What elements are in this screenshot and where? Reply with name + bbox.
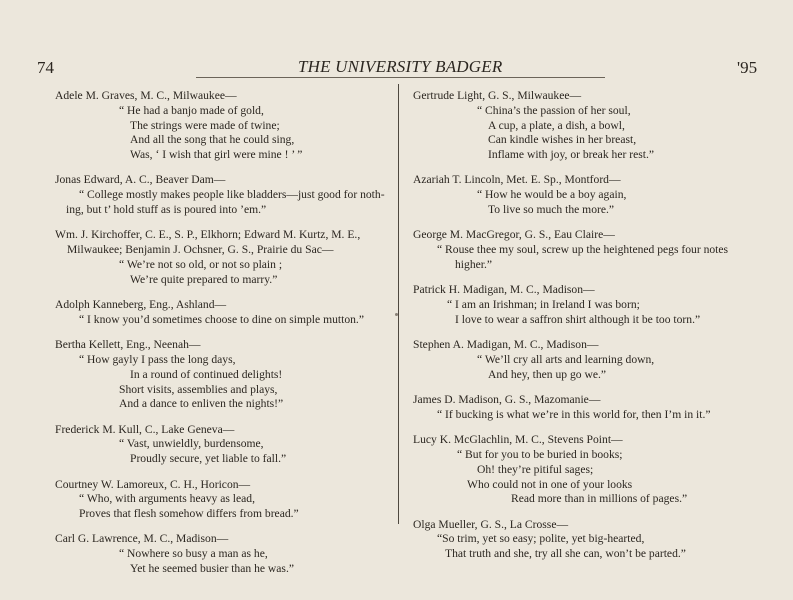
entry-name: Olga Mueller, G. S., La Crosse—	[413, 517, 569, 531]
quote-line: Proudly secure, yet liable to fall.”	[130, 452, 287, 466]
entry	[55, 532, 390, 576]
quote-line: “ But for you to be buried in books;	[457, 447, 623, 461]
quote-line: Oh! they’re pitiful sages;	[477, 462, 594, 476]
entry-name: Lucy K. McGlachlin, M. C., Stevens Point—	[413, 433, 623, 447]
entry	[55, 89, 390, 163]
quote-line: Can kindle wishes in her breast,	[488, 133, 637, 147]
quote-line: “ I am an Irishman; in Ireland I was born;	[447, 298, 640, 312]
quote-line: “ We’ll cry all arts and learning down,	[477, 352, 655, 366]
entry-name: George M. MacGregor, G. S., Eau Claire—	[413, 228, 615, 242]
ink-speck	[395, 313, 398, 316]
entry	[413, 89, 748, 163]
quote-line: Read more than in millions of pages.”	[511, 492, 688, 506]
quote-line: Yet he seemed busier than he was.”	[130, 562, 294, 576]
entry-name: Frederick M. Kull, C., Lake Geneva—	[55, 422, 235, 436]
entry	[413, 518, 748, 562]
right-column	[413, 89, 748, 573]
header-year: '95	[737, 58, 758, 77]
entry	[55, 298, 390, 328]
quote-line: “ Who, with arguments heavy as lead,	[79, 492, 256, 506]
page-number-left: 74	[37, 58, 54, 77]
quote-line: We’re quite prepared to marry.”	[130, 272, 278, 286]
quote-line: “So trim, yet so easy; polite, yet big-hearted,	[437, 532, 645, 546]
quote-line: “ How he would be a boy again,	[477, 188, 627, 202]
entry	[413, 228, 748, 272]
entry	[413, 433, 748, 507]
left-column	[55, 89, 390, 587]
entry-name: Jonas Edward, A. C., Beaver Dam—	[55, 173, 226, 187]
entry-name: Carl G. Lawrence, M. C., Madison—	[55, 532, 229, 546]
running-title: THE UNIVERSITY BADGER	[298, 57, 503, 76]
quote-line: And hey, then up go we.”	[488, 367, 607, 381]
entry-name: Azariah T. Lincoln, Met. E. Sp., Montford—	[413, 173, 621, 187]
entry-name: Courtney W. Lamoreux, C. H., Horicon—	[55, 477, 251, 491]
quote-line: “ Rouse thee my soul, screw up the heightened pegs four notes	[437, 243, 729, 257]
entry-name: Adolph Kanneberg, Eng., Ashland—	[55, 298, 227, 312]
entry	[55, 173, 390, 217]
quote-line: “ College mostly makes people like bladders—just good for noth-	[79, 188, 385, 202]
quote-line: “ Vast, unwieldly, burdensome,	[119, 437, 264, 451]
column-divider	[398, 84, 399, 524]
quote-line: “ How gayly I pass the long days,	[79, 352, 236, 366]
quote-line: Inflame with joy, or break her rest.”	[488, 148, 655, 162]
entry-name: Patrick H. Madigan, M. C., Madison—	[413, 283, 595, 297]
quote-line: “ He had a banjo made of gold,	[119, 103, 264, 117]
quote-line: “ We’re not so old, or not so plain ;	[119, 257, 283, 271]
entry-name: Stephen A. Madigan, M. C., Madison—	[413, 338, 599, 352]
quote-line: And a dance to enliven the nights!”	[119, 397, 284, 411]
quote-line: I love to wear a saffron shirt although it be too torn.”	[455, 312, 701, 326]
quote-line: “ China’s the passion of her soul,	[477, 103, 631, 117]
entry	[55, 338, 390, 412]
quote-line: A cup, a plate, a dish, a bowl,	[488, 118, 625, 132]
quote-line: Proves that flesh somehow differs from bread.”	[79, 507, 299, 521]
entry	[413, 338, 748, 382]
quote-line: higher.”	[455, 257, 493, 271]
entry	[55, 423, 390, 467]
quote-line: Who could not in one of your looks	[467, 477, 633, 491]
entry-name: Gertrude Light, G. S., Milwaukee—	[413, 89, 582, 102]
quote-line: In a round of continued delights!	[130, 367, 283, 381]
entry-name: Wm. J. Kirchoffer, C. E., S. P., Elkhorn; Edward M. Kurtz, M. E., Milwaukee; Benjamin J. Ochsner, G. S., Prairie du Sac—	[55, 228, 361, 257]
quote-line: To live so much the more.”	[488, 203, 615, 217]
entry-name: Adele M. Graves, M. C., Milwaukee—	[55, 89, 237, 102]
entry	[413, 173, 748, 217]
quote-line: The strings were made of twine;	[130, 118, 280, 132]
entry	[55, 478, 390, 522]
entry-name: James D. Madison, G. S., Mazomanie—	[413, 393, 601, 407]
header-rule	[196, 77, 605, 78]
quote-line: Short visits, assemblies and plays,	[119, 382, 278, 396]
quote-line: “ I know you’d sometimes choose to dine on simple mutton.”	[79, 312, 364, 326]
quote-line: “ If bucking is what we’re in this world for, then I’m in it.”	[437, 407, 711, 421]
quote-line: ing, but t’ hold stuff as is poured into ’em.”	[66, 203, 267, 217]
entry	[55, 228, 390, 287]
quote-line: That truth and she, try all she can, won’t be parted.”	[445, 547, 686, 561]
entry	[413, 283, 748, 327]
quote-line: And all the song that he could sing,	[130, 133, 295, 147]
entry	[413, 393, 748, 423]
quote-line: Was, ‘ I wish that girl were mine ! ’ ”	[130, 148, 303, 162]
entry-name: Bertha Kellett, Eng., Neenah—	[55, 338, 201, 352]
quote-line: “ Nowhere so busy a man as he,	[119, 547, 268, 561]
